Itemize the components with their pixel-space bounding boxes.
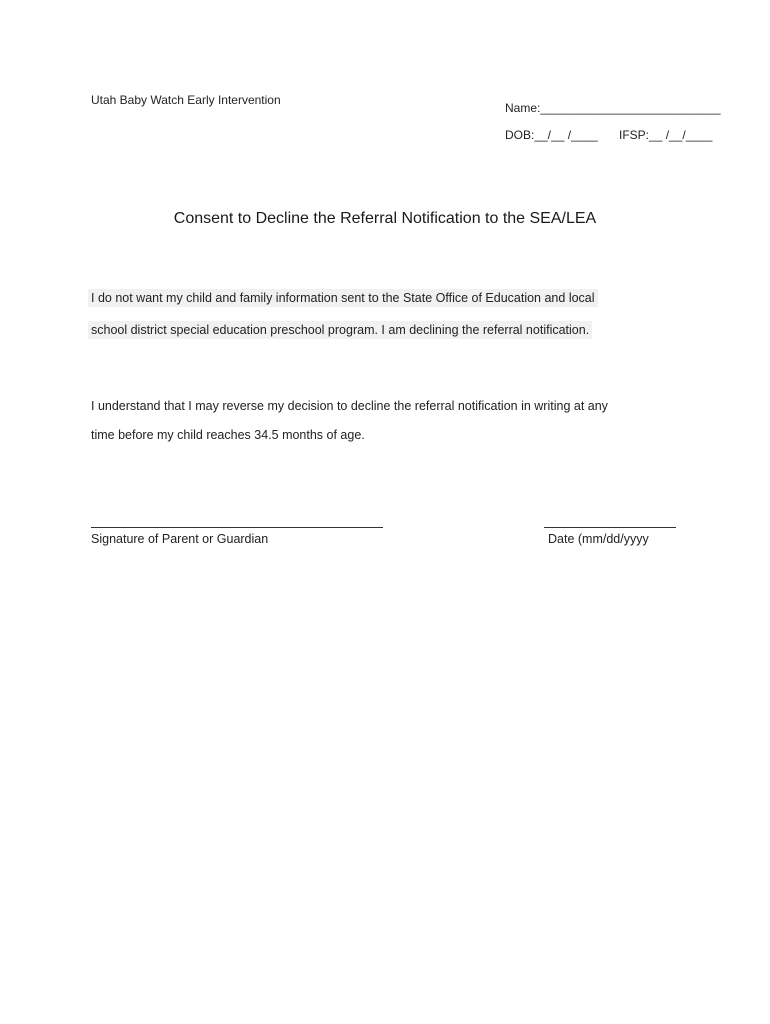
date-line[interactable] bbox=[544, 527, 676, 528]
signature-line[interactable] bbox=[91, 527, 383, 528]
form-title: Consent to Decline the Referral Notification to the SEA/LEA bbox=[173, 210, 597, 227]
decline-statement-line-1: I do not want my child and family information sent to the State Office of Education and local bbox=[88, 289, 598, 307]
organization-name: Utah Baby Watch Early Intervention bbox=[91, 93, 281, 107]
reversal-statement-line-1: I understand that I may reverse my decision to decline the referral notification in writing at any bbox=[91, 399, 608, 413]
name-field[interactable]: Name:___________________________ bbox=[505, 101, 721, 115]
reversal-statement-line-2: time before my child reaches 34.5 months of age. bbox=[91, 428, 365, 442]
ifsp-field[interactable]: IFSP:__ /__/____ bbox=[619, 128, 713, 142]
signature-label: Signature of Parent or Guardian bbox=[91, 532, 269, 546]
decline-statement-line-2: school district special education preschool program. I am declining the referral notification. bbox=[88, 321, 592, 339]
date-label: Date (mm/dd/yyyy bbox=[548, 532, 649, 546]
dob-field[interactable]: DOB:__/__ /____ bbox=[505, 128, 598, 142]
